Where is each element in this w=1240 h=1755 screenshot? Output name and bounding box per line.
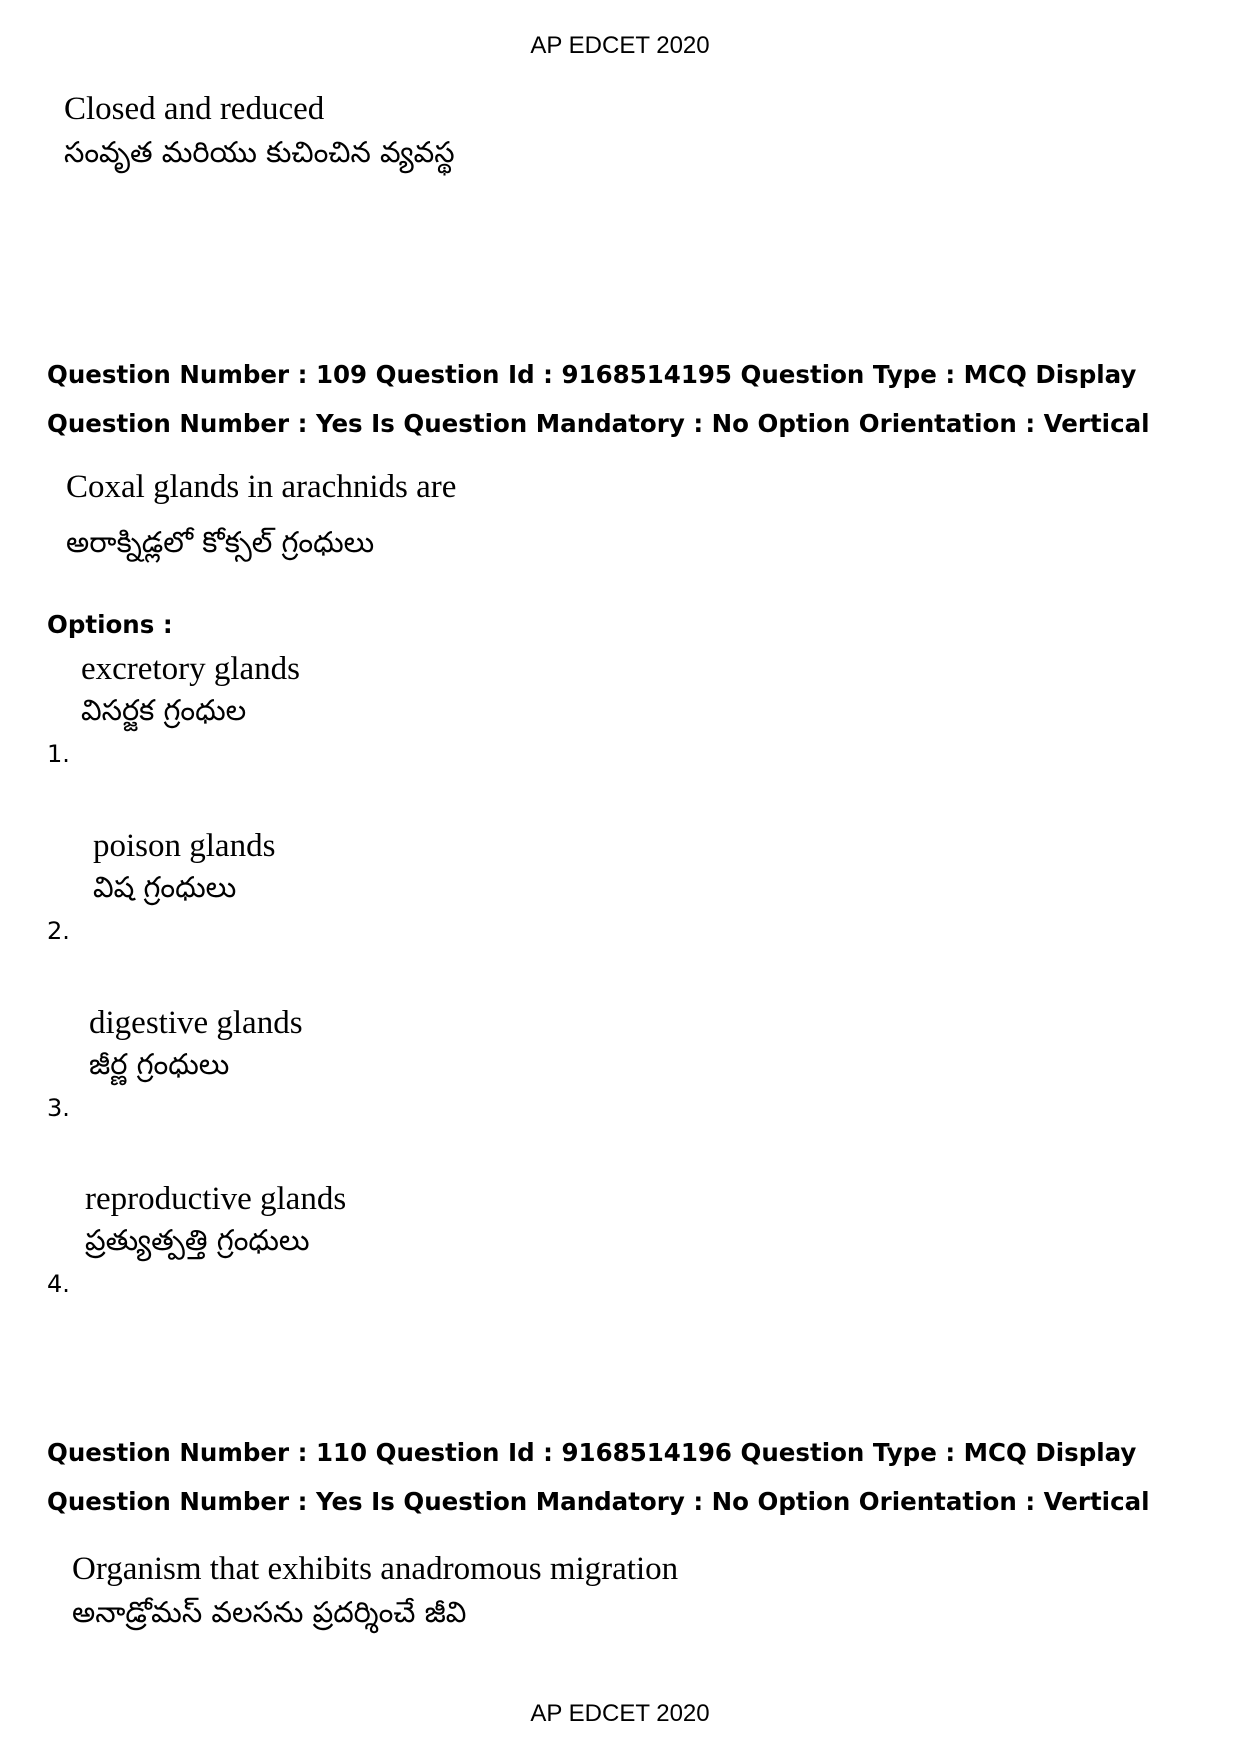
option-1: [47, 648, 647, 768]
question-109-stem: [66, 466, 456, 562]
option-3-number: 3.: [47, 1094, 70, 1122]
page-footer: AP EDCET 2020: [530, 1700, 710, 1727]
option-1-text: [81, 648, 300, 730]
option-2-telugu: విష గ్రంధులు: [93, 870, 237, 904]
option-2: [47, 825, 647, 945]
option-3: [47, 1002, 647, 1122]
option-1-number: 1.: [47, 740, 70, 768]
question-110-stem: [72, 1548, 678, 1632]
question-109-telugu: అరాక్నిడ్లలో కోక్సల్ గ్రంధులు: [66, 525, 375, 559]
option-2-english: poison glands: [93, 828, 276, 864]
question-110-telugu: అనాడ్రోమస్ వలసను ప్రదర్శించే జీవి: [72, 1595, 467, 1629]
option-2-number: 2.: [47, 917, 70, 945]
question-110-english: Organism that exhibits anadromous migration: [72, 1551, 679, 1587]
option-3-text: [89, 1002, 303, 1084]
option-4: [47, 1178, 647, 1298]
option-1-english: excretory glands: [81, 651, 300, 687]
page-header: AP EDCET 2020: [530, 32, 710, 59]
previous-option-text: [64, 88, 455, 172]
option-4-number: 4.: [47, 1270, 70, 1298]
option-3-telugu: జీర్ణ గ్రంధులు: [89, 1047, 230, 1081]
option-2-text: [93, 825, 275, 907]
option-4-telugu: ప్రత్యుత్పత్తి గ్రంధులు: [85, 1223, 310, 1257]
question-109-english: Coxal glands in arachnids are: [66, 469, 457, 505]
previous-option-telugu: సంవృత మరియు కుచించిన వ్యవస్థ: [64, 135, 455, 169]
previous-option-english: Closed and reduced: [64, 91, 325, 127]
options-label: Options :: [47, 610, 173, 639]
option-3-english: digestive glands: [89, 1005, 303, 1041]
option-1-telugu: విసర్జక గ్రంధుల: [81, 693, 247, 727]
option-4-text: [85, 1178, 346, 1260]
question-109-meta: Question Number : 109 Question Id : 9168514195 Question Type : MCQ Display Question Number : Yes Is Question Mandatory : No Option Orientation : Vertical: [47, 360, 1150, 438]
option-4-english: reproductive glands: [85, 1181, 347, 1217]
question-110-meta: Question Number : 110 Question Id : 9168514196 Question Type : MCQ Display Question Number : Yes Is Question Mandatory : No Option Orientation : Vertical: [47, 1438, 1150, 1516]
